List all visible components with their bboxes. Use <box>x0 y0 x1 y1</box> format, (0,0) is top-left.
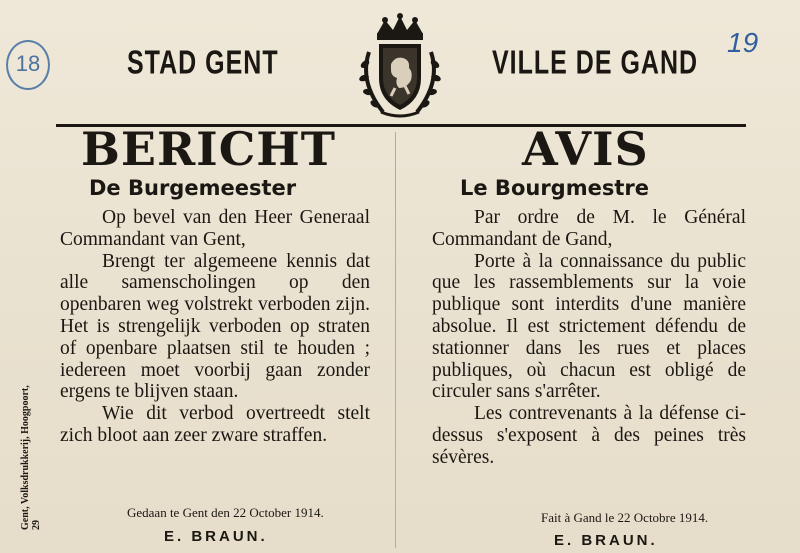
header-dutch-city: STAD GENT <box>127 44 279 82</box>
handwritten-circled-number: 18 <box>6 40 50 90</box>
french-paragraph: Porte à la connaissance du public que les rassemblements sur la voie publique sont interdits d'une manière absolue. Il est strictement défendu de stationner dans les rues et places publiques, où chacun est obligé de circuler sans s'arrêter. <box>432 250 746 403</box>
handwritten-number: 19 <box>727 27 759 58</box>
french-signature: E. BRAUN. <box>554 532 658 549</box>
column-divider <box>395 132 396 548</box>
dutch-paragraph: Brengt ter algemeene kennis dat alle samenscholingen op den openbaren weg volstrekt verboden zijn. Het is strengelijk verboden op straten of openbare plaatsen stil te houden ; iedereen moet voorbij gaan zonder ergens te blijven staan. <box>60 250 370 403</box>
dutch-subtitle: De Burgemeester <box>89 176 297 200</box>
french-subtitle: Le Bourgmestre <box>460 176 649 200</box>
printer-imprint: Gent, Volksdrukkerij, Hoogpoort, 29 <box>20 385 42 530</box>
dutch-signature: E. BRAUN. <box>164 528 268 545</box>
french-body <box>432 207 746 469</box>
dutch-body <box>60 207 370 447</box>
ghent-lion-crest-icon <box>355 12 445 124</box>
french-date-line: Fait à Gand le 22 Octobre 1914. <box>541 510 709 525</box>
french-paragraph: Les contrevenants à la défense ci-dessus s'exposent à des peines très sévères. <box>432 403 746 468</box>
dutch-date-line: Gedaan te Gent den 22 October 1914. <box>127 505 324 520</box>
header-french-city: VILLE DE GAND <box>492 44 699 82</box>
dutch-paragraph: Wie dit verbod overtreedt stelt zich bloot aan zeer zware straffen. <box>60 403 370 446</box>
french-paragraph: Par ordre de M. le Général Commandant de Gand, <box>432 207 746 250</box>
dutch-paragraph: Op bevel van den Heer Generaal Commandant van Gent, <box>60 207 370 250</box>
french-title: AVIS <box>522 122 649 176</box>
dutch-title: BERICHT <box>81 122 336 176</box>
